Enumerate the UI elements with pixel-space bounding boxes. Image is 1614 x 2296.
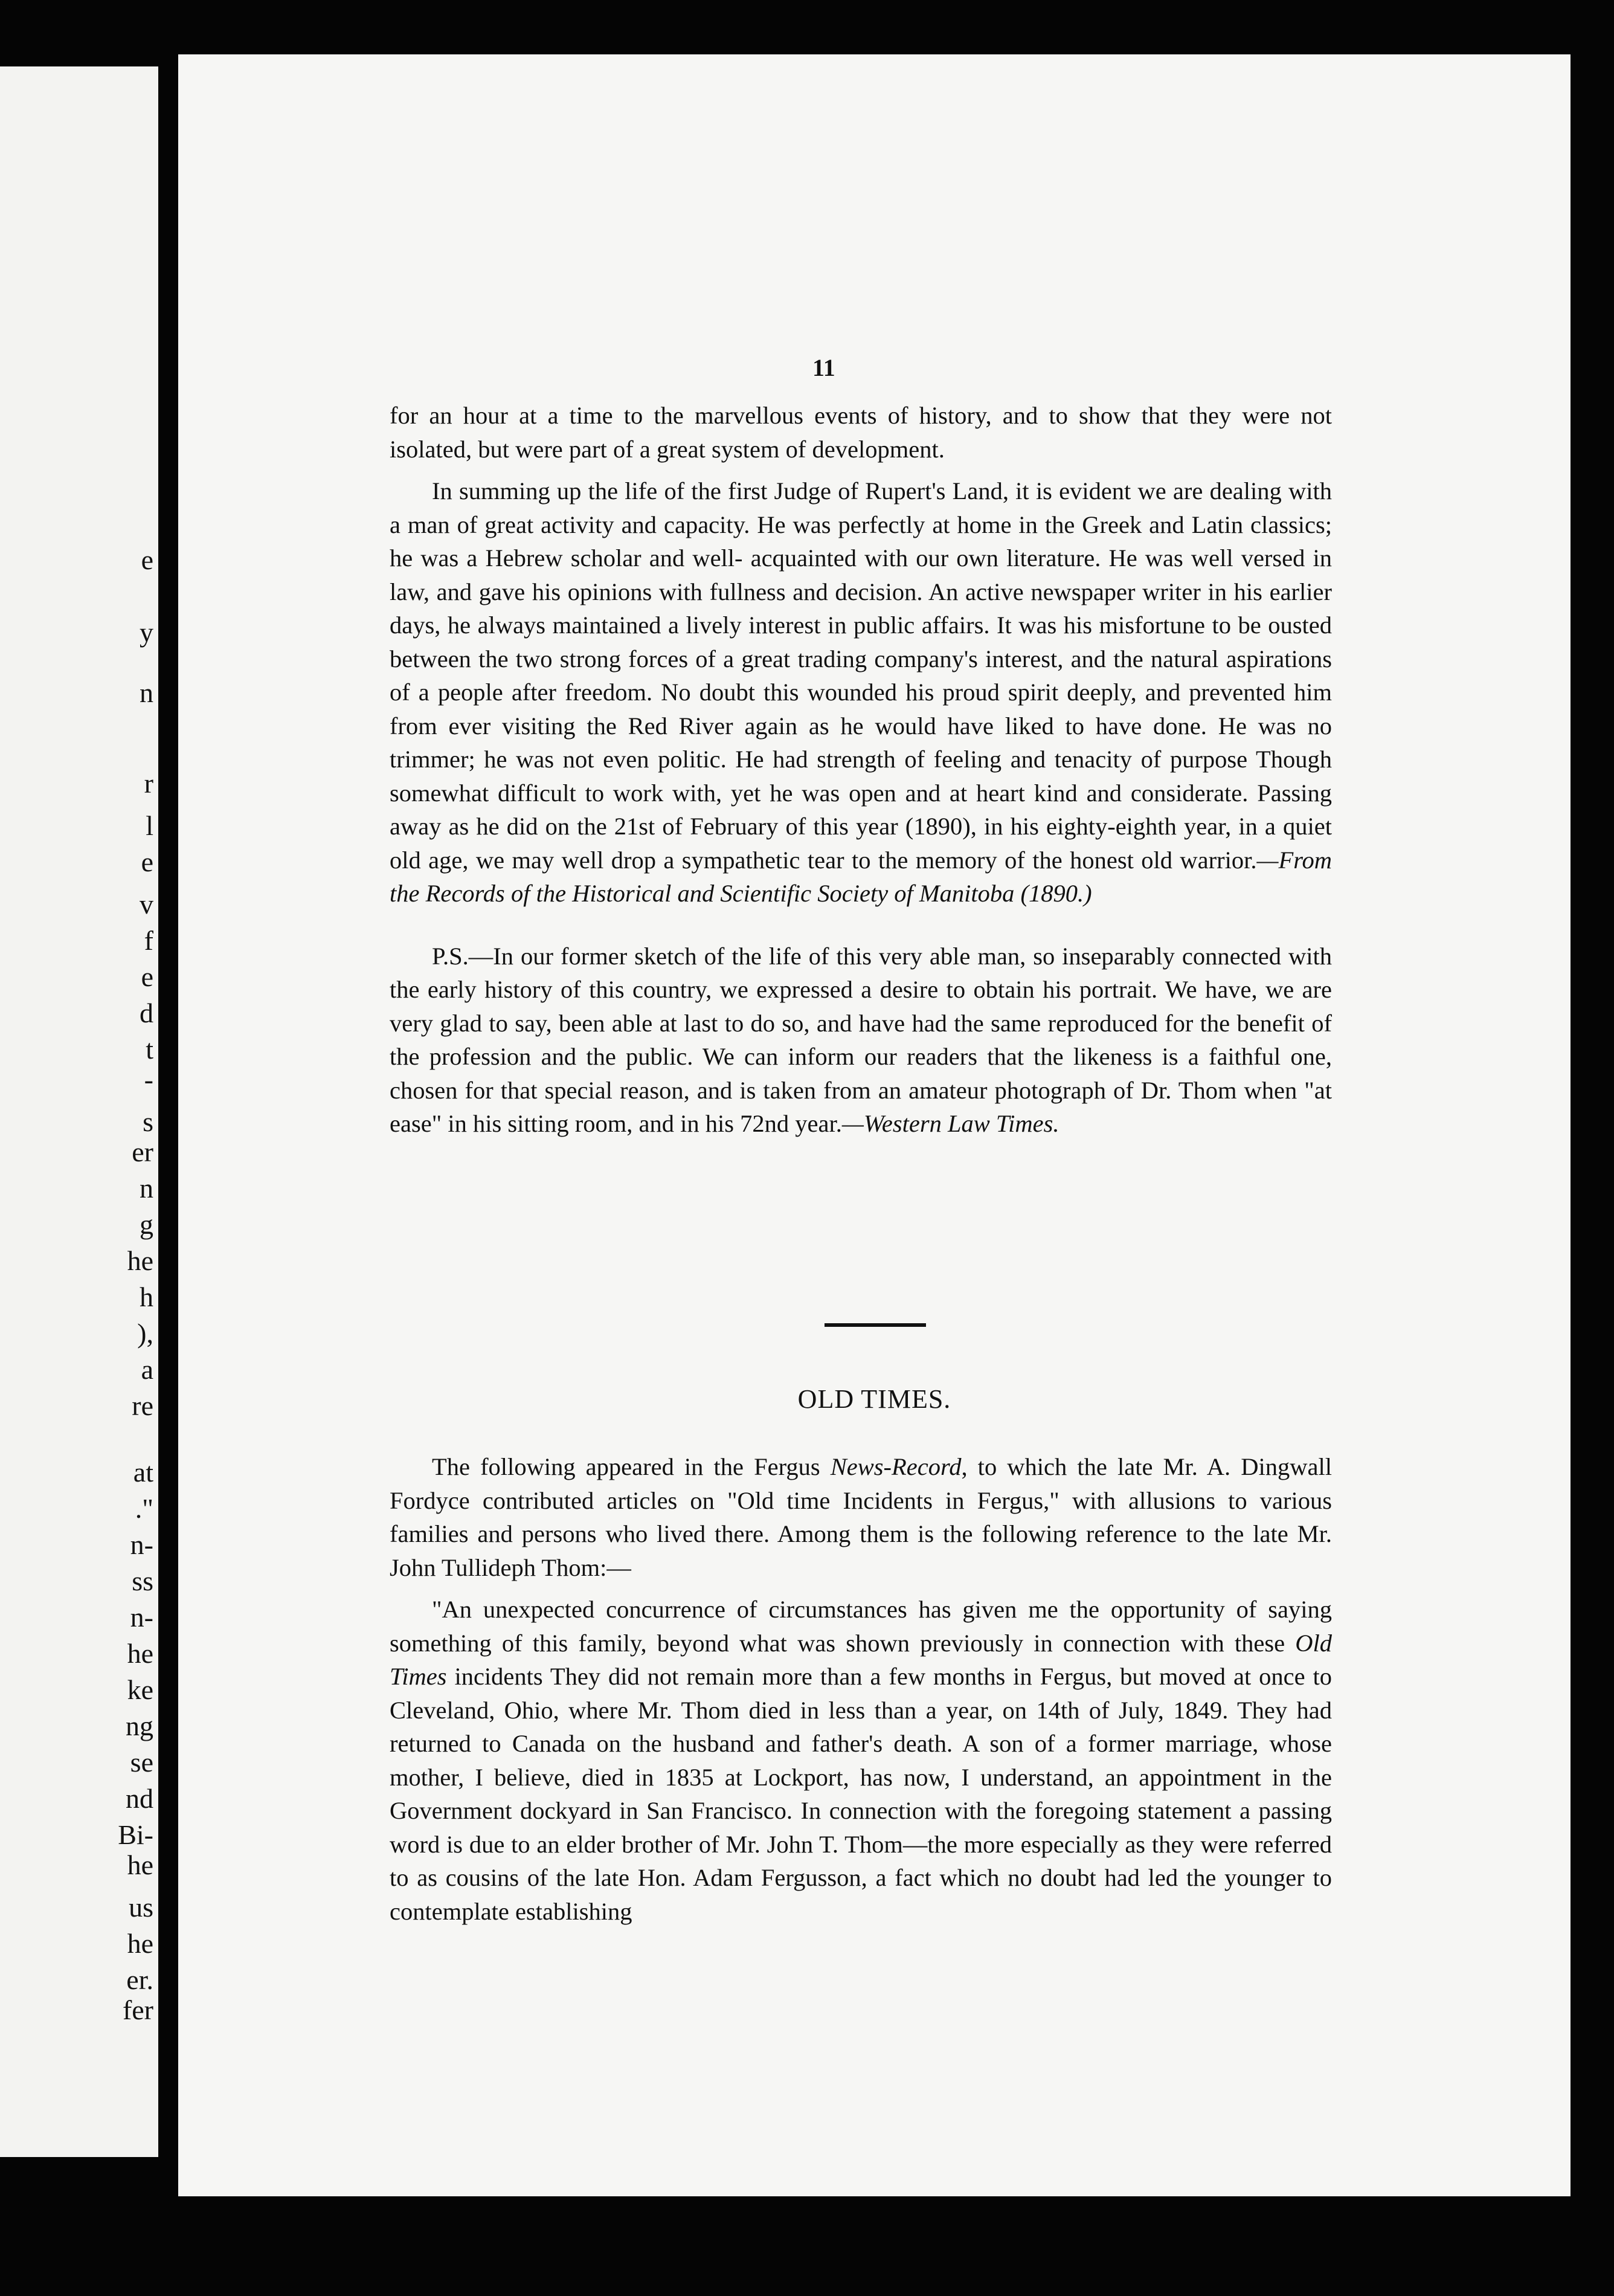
left-page-fragment: er xyxy=(132,1137,153,1167)
left-page-fragment: se xyxy=(130,1747,153,1778)
section-heading: OLD TIMES. xyxy=(797,1384,951,1414)
left-page-fragment: e xyxy=(141,961,153,992)
left-page-fragment: e xyxy=(141,544,153,575)
intro-text-a: The following appeared in the Fergus xyxy=(432,1453,831,1480)
left-page-fragment: ng xyxy=(126,1711,153,1741)
intro-newspaper-name: News-Record xyxy=(830,1453,962,1480)
left-page-fragment: a xyxy=(141,1354,153,1385)
summary-attribution: —From the Records of the Historical and Scientific Society of Manitoba (1890.) xyxy=(390,846,1332,907)
left-page-fragment: l xyxy=(146,810,153,841)
paragraph-continuation: for an hour at a time to the marvellous events of history, and to show that they were not isolated, but were part of a great system of development. xyxy=(390,402,1332,463)
postscript-paragraph xyxy=(390,940,1332,1141)
left-page-fragment: g xyxy=(140,1209,153,1240)
left-page-fragment: er. xyxy=(126,1964,153,1995)
paragraph-quote xyxy=(390,1593,1332,1928)
left-page-fragment: r xyxy=(144,768,153,799)
document-page xyxy=(178,54,1571,2196)
left-page-fragment: n xyxy=(140,677,153,708)
left-page-edge xyxy=(0,66,158,2157)
postscript-attribution: —Western Law Times. xyxy=(841,1110,1059,1137)
intro-text-b: , to which the late Mr. A. Dingwall Fordyce contributed articles on "Old time Incidents in Fergus," with allusions to various families and persons who lived there. Among them is the following reference to the late Mr. John Tullideph Thom:— xyxy=(390,1453,1333,1581)
section-divider xyxy=(825,1323,926,1327)
left-page-fragment: he xyxy=(127,1849,153,1880)
quote-text-a: "An unexpected concurrence of circumstances has given me the opportunity of saying something of this family, beyond what was shown previously in connection with these xyxy=(390,1596,1332,1657)
left-page-fragment: f xyxy=(144,925,153,956)
left-page-fragment: he xyxy=(127,1928,153,1959)
left-page-fragment: y xyxy=(140,617,153,648)
left-page-fragment: us xyxy=(129,1892,153,1923)
summary-text: In summing up the life of the first Judge of Rupert's Land, it is evident we are dealing with a man of great activity and capacity. He was perfectly at home in the Greek and Latin classics; he was a Hebrew scholar and well- acquainted with our own literature. He was well versed in law, and gave his opinions with fullness and decision. An active newspaper writer in his earlier days, he always maintained a lively interest in public affairs. It was his misfortune to be ousted between the two strong forces of a great trading company's interest, and the natural aspirations of a people after freedom. No doubt this wounded his proud spirit deeply, and prevented him from ever visiting the Red River again as he would have liked to have done. He was no trimmer; he was not even politic. He had strength of feeling and tenacity of purpose Though somewhat difficult to work with, yet he was open and at heart kind and considerate. Passing away as he did on the 21st of February of this year (1890), in his eighty-eighth year, in a quiet old age, we may well drop a sympathetic tear to the memory of the honest old warrior. xyxy=(390,477,1332,874)
quote-text-b: incidents They did not remain more than a few months in Fergus, but moved at once to Cleveland, Ohio, where Mr. Thom died in less than a year, on 14th of July, 1849. They had returned to Canada on the husband and father's death. A son of a former marriage, whose mother, I believe, died in 1835 at Lockport, has now, I understand, an appointment in the Government dockyard in San Francisco. In connection with the foregoing statement a passing word is due to an elder brother of Mr. John T. Thom—the more especially as they were referred to as cousins of the late Hon. Adam Fergusson, a fact which no doubt had led the younger to contemplate establishing xyxy=(390,1663,1332,1925)
left-page-fragment: ke xyxy=(127,1674,153,1705)
left-page-fragment: he xyxy=(127,1245,153,1276)
left-page-fragment: ), xyxy=(137,1318,153,1349)
left-page-fragment: s xyxy=(143,1106,153,1137)
postscript-text: P.S.—In our former sketch of the life of this very able man, so inseparably connected with the early history of this country, we expressed a desire to obtain his portrait. We have, we are very glad to say, been able at last to do so, and have had the same reproduced for the benefit of the profession and the public. We can inform our readers that the likeness is a faithful one, chosen for that special reason, and is taken from an amateur photograph of Dr. Thom when "at ease" in his sitting room, and in his 72nd year. xyxy=(390,942,1332,1137)
left-page-fragment: n xyxy=(140,1173,153,1204)
left-page-fragment: v xyxy=(140,889,153,920)
left-page-fragment: ." xyxy=(135,1493,153,1524)
left-page-fragment: fer xyxy=(122,1994,153,2025)
body-text-bottom xyxy=(390,1450,1332,1928)
left-page-fragment: n- xyxy=(130,1529,153,1560)
left-page-fragment: he xyxy=(127,1638,153,1669)
paragraph-intro xyxy=(390,1450,1332,1584)
left-page-fragment: - xyxy=(144,1064,153,1095)
left-page-fragment: Bi- xyxy=(118,1819,153,1850)
left-page-fragment: re xyxy=(132,1390,153,1421)
body-text-top xyxy=(390,399,1332,1141)
left-page-fragment: d xyxy=(140,998,153,1028)
paragraph-summary xyxy=(390,474,1332,911)
page-number: 11 xyxy=(812,354,835,381)
left-page-fragment: e xyxy=(141,846,153,877)
left-page-fragment: ss xyxy=(132,1566,153,1596)
left-page-fragment: h xyxy=(140,1282,153,1312)
left-page-fragment: nd xyxy=(126,1783,153,1814)
left-page-fragment: t xyxy=(146,1034,153,1065)
left-page-fragment: at xyxy=(133,1457,153,1488)
quote-title-italic: Old Times xyxy=(390,1629,1332,1690)
left-page-fragment: n- xyxy=(130,1602,153,1633)
left-page-text-fragments xyxy=(8,66,153,2157)
